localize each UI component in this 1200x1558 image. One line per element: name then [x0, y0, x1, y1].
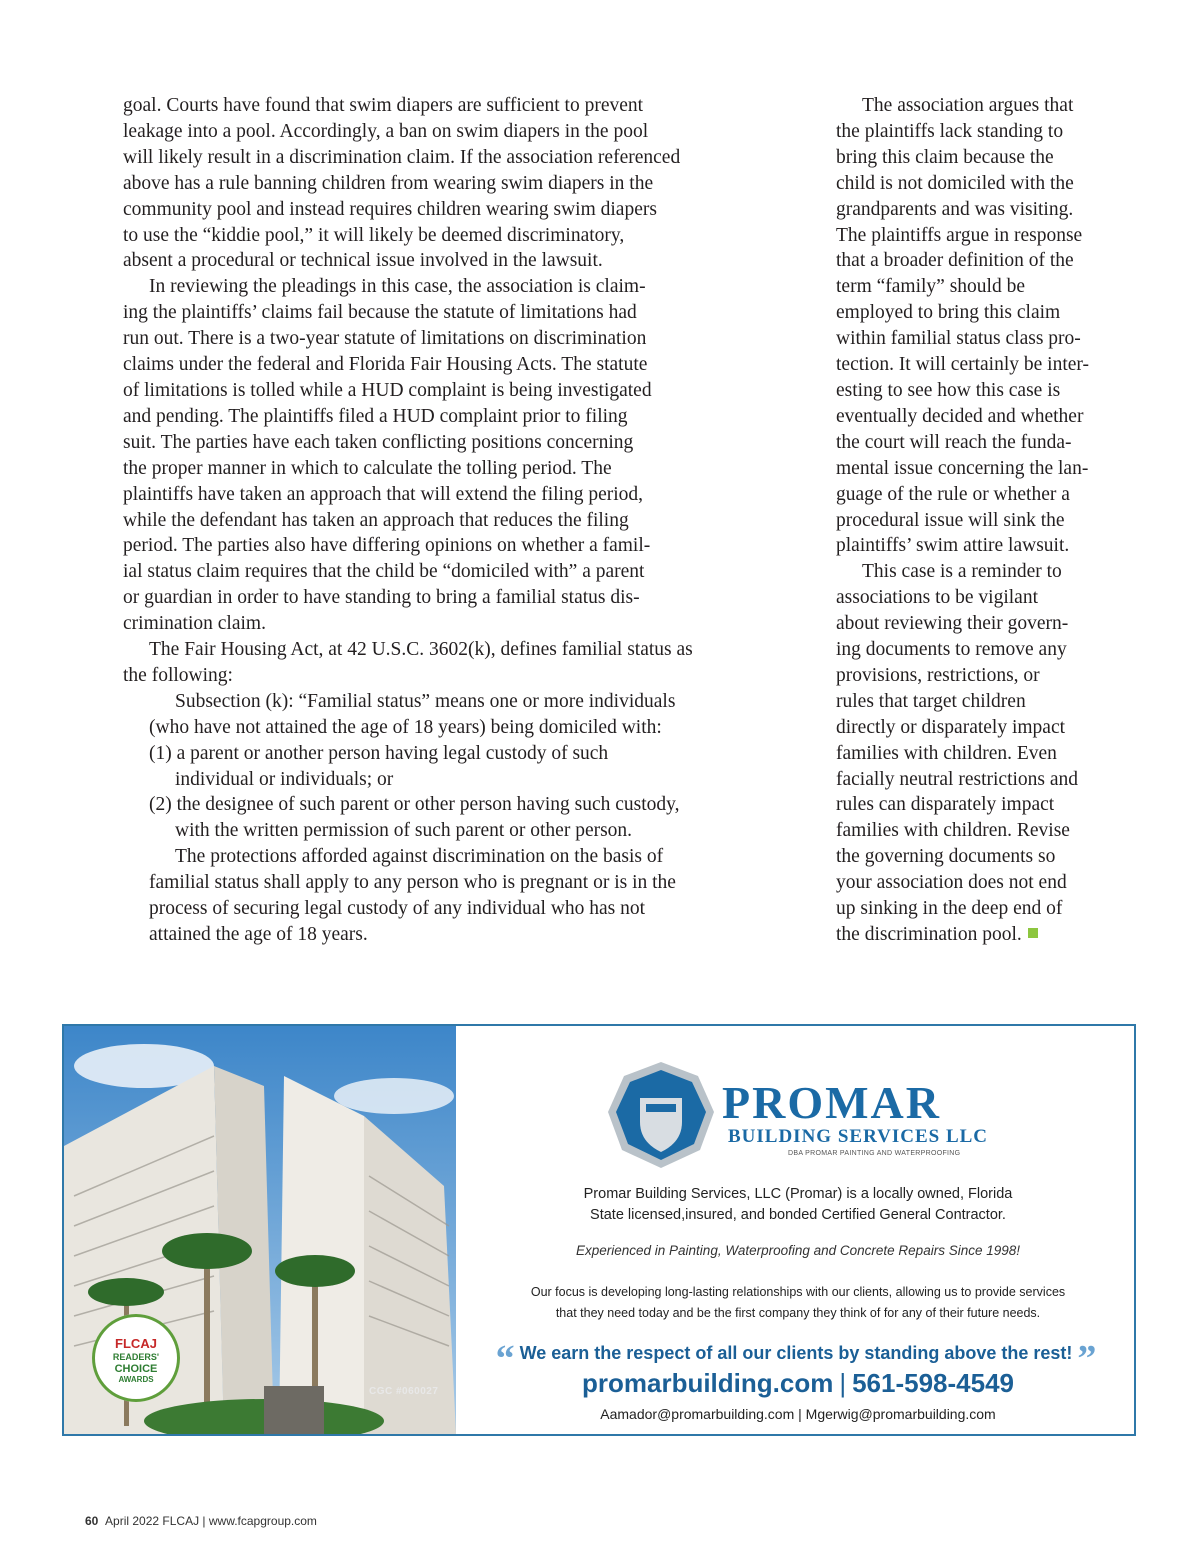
statute-quote-closing: The protections afforded against discrimination on the basis of familial status shall apply to any person who is pregnant or is in the process of securing legal custody of any individual who has not attained the age of 18 years. — [149, 846, 676, 945]
readers-choice-award-badge — [92, 1314, 180, 1402]
brand-subtitle: BUILDING SERVICES LLC — [728, 1126, 989, 1147]
article-paragraph: The association argues that the plaintiffs lack standing to bring this claim because the child is not domiciled with the grandparents and was visiting. The plaintiffs argue in response that a broader definition of the term “family” should be employed to bring this claim within familial status class pro- tection. It will certainly be inter- esting to see how this case is eventually decided and whether the court will reach the funda- mental issue concerning the lan- guage of the rule or whether a procedural issue will sink the plaintiffs’ swim attire lawsuit. — [836, 95, 1090, 557]
final-paragraph-text: This case is a reminder to associations to be vigilant about reviewing their govern- ing documents to remove any provisions, restrictions, or rules that target children directly or disparately impact families with children. Even facially neutral restrictions and rules can disparately impact families with children. Revise the governing documents so your association does not end up sinking in the deep end of the discrimination pool. — [836, 561, 1079, 945]
building-photo — [64, 1026, 456, 1434]
divider: | — [839, 1368, 847, 1398]
contact-line — [498, 1368, 1098, 1399]
award-line: FLCAJ — [115, 1336, 157, 1351]
respect-slogan-text: We earn the respect of all our clients by standing above the rest! — [519, 1343, 1073, 1363]
website-link[interactable]: promarbuilding.com — [581, 1368, 834, 1398]
footer-url-link[interactable]: www.fcapgroup.com — [208, 1514, 317, 1528]
statute-quote-item-2: (2) the designee of such parent or other person having such custody, with the written permission of such parent or other person. — [149, 794, 680, 842]
award-line: READERS' — [112, 1352, 160, 1362]
award-line: CHOICE — [114, 1363, 158, 1375]
company-intro: Promar Building Services, LLC (Promar) is a locally owned, Florida State licensed,insured, and bonded Certified General Contractor. — [583, 1186, 1013, 1223]
article-paragraph: The Fair Housing Act, at 42 U.S.C. 3602(k), defines familial status as the following: — [123, 639, 693, 686]
award-line: AWARDS — [118, 1375, 154, 1384]
article-paragraph: In reviewing the pleadings in this case, the association is claim- ing the plaintiffs’ claims fail because the statute of limitations had run out. There is a two-year statute of limitations on discrimination claims under the federal and Florida Fair Housing Acts. The statute of limitations is tolled while a HUD complaint is being investigated and pending. The plaintiffs filed a HUD complaint prior to filing suit. The parties have each taken conflicting positions concerning the proper manner in which to calculate the tolling period. The plaintiffs have taken an approach that will extend the filing period, while the defendant has taken an approach that reduces the filing period. The parties also have differing opinions on whether a famil- ial status claim requires that the child be “domiciled with” a parent or guardian in order to have standing to bring a familial status dis- crimination claim. — [123, 276, 652, 635]
focus-statement: Our focus is developing long-lasting relationships with our clients, allowing us to provide services that they need today and be the first company they think of for any of their future needs. — [530, 1285, 1066, 1320]
license-number: CGC #060027 — [369, 1386, 439, 1397]
page-footer — [85, 1514, 317, 1528]
page-number: 60 — [85, 1514, 99, 1528]
statute-quote-intro: Subsection (k): “Familial status” means one or more individuals (who have not attained the age of 18 years) being domiciled with: — [149, 690, 676, 738]
close-quote-icon: ” — [1077, 1338, 1097, 1380]
issue-label: April 2022 FLCAJ — [105, 1514, 200, 1528]
divider: | — [202, 1514, 209, 1528]
article-right-column — [836, 93, 1116, 948]
statute-quote-item-1: (1) a parent or another person having legal custody of such individual or individuals; or — [149, 742, 609, 790]
article-left-column — [123, 93, 763, 948]
article-paragraph: goal. Courts have found that swim diapers are sufficient to prevent leakage into a pool. Accordingly, a ban on swim diapers in the pool will likely result in a discrimination claim. If the association referenced above has a rule banning children from wearing swim diapers in the community pool and instead requires children wearing swim diapers to use the “kiddie pool,” it will likely be deemed discriminatory, absent a procedural or technical issue involved in the lawsuit. — [123, 95, 681, 272]
brand-name: PROMAR — [722, 1077, 941, 1128]
open-quote-icon: “ — [495, 1338, 515, 1380]
ad-text-panel — [458, 1026, 1134, 1434]
promar-advertisement[interactable] — [62, 1024, 1136, 1436]
end-mark-icon — [1028, 928, 1038, 938]
email-link-amador[interactable]: Aamador@promarbuilding.com — [600, 1406, 795, 1422]
phone-link[interactable]: 561-598-4549 — [852, 1368, 1015, 1398]
email-link-gerwig[interactable]: Mgerwig@promarbuilding.com — [805, 1406, 996, 1422]
email-line — [498, 1406, 1098, 1422]
article-paragraph-final — [836, 559, 1116, 948]
experience-tagline: Experienced in Painting, Waterproofing and Concrete Repairs Since 1998! — [575, 1243, 1021, 1258]
promar-shield-logo-icon — [606, 1060, 716, 1170]
divider: | — [798, 1406, 806, 1422]
brand-dba: DBA PROMAR PAINTING AND WATERPROOFING — [788, 1150, 961, 1157]
